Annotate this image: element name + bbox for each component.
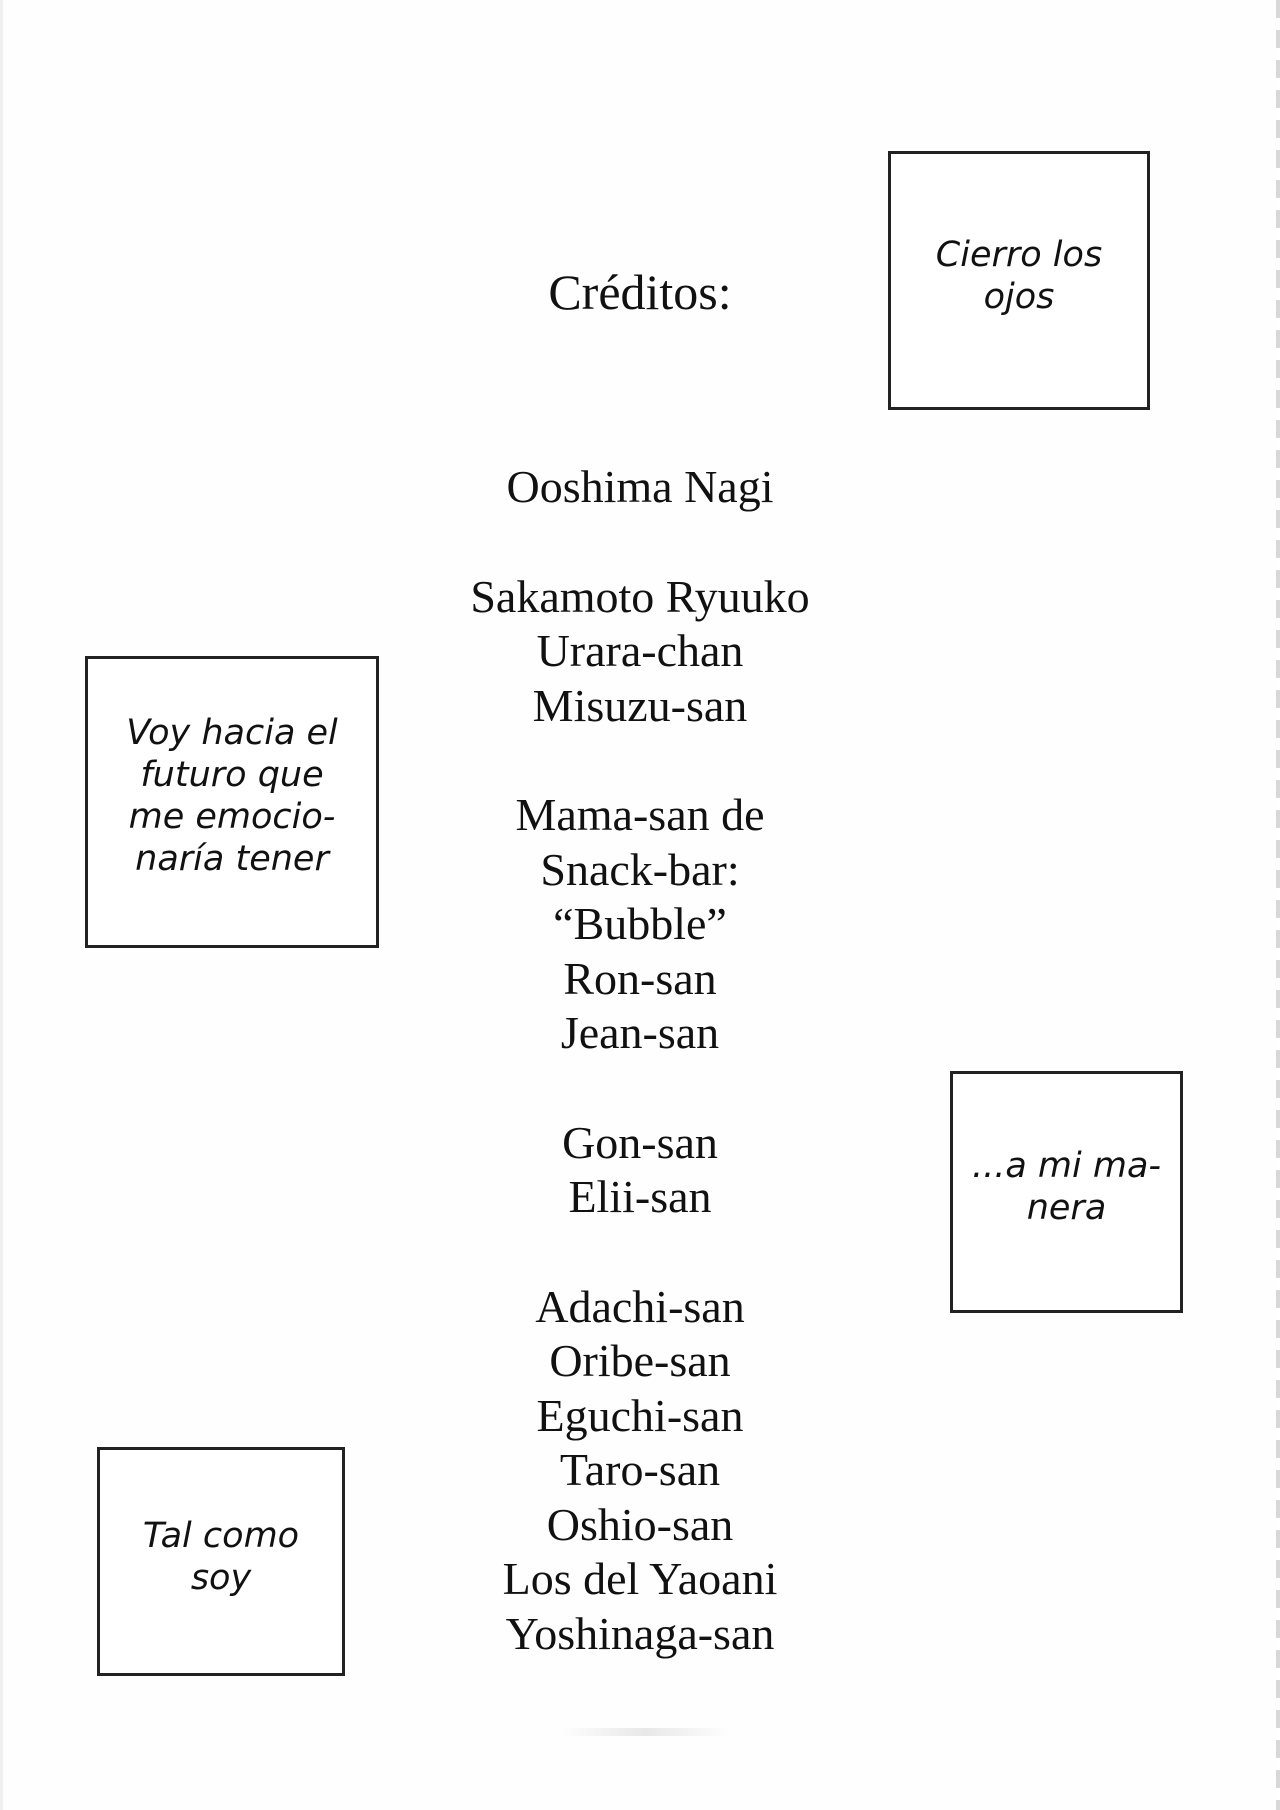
credit-group xyxy=(390,1116,890,1225)
credit-name: Oshio-san xyxy=(546,1498,734,1550)
credit-name: “Bubble” xyxy=(553,898,727,949)
caption-text: Cierro los ojos xyxy=(935,234,1103,317)
scan-smudge xyxy=(560,1728,730,1736)
credit-name: Oribe-san xyxy=(549,1335,731,1386)
credit-name: Ooshima Nagi xyxy=(506,461,774,512)
credit-name: Yoshinaga-san xyxy=(505,1607,775,1659)
credits-list xyxy=(390,460,890,1716)
scan-edge-right xyxy=(1276,0,1280,1810)
credit-group xyxy=(390,460,890,515)
caption-text: ...a mi ma-nera xyxy=(971,1146,1162,1228)
credit-name: Misuzu-san xyxy=(532,679,748,731)
caption-box xyxy=(888,151,1150,410)
credit-name: Elii-san xyxy=(568,1171,712,1222)
caption-text: Tal como soy xyxy=(142,1515,300,1598)
credit-group xyxy=(390,570,890,734)
credit-name: Ron-san xyxy=(563,952,717,1004)
credit-name: Urara-chan xyxy=(536,625,744,676)
scan-edge-left xyxy=(0,0,3,1810)
caption-box xyxy=(85,656,379,948)
credit-name: Taro-san xyxy=(559,1444,721,1495)
caption-box xyxy=(950,1071,1183,1313)
credit-name: Jean-san xyxy=(560,1007,720,1058)
credit-name: Los del Yaoani xyxy=(502,1553,778,1604)
credit-name: Gon-san xyxy=(562,1116,718,1168)
credit-name: Snack-bar: xyxy=(540,843,740,895)
credit-name: Eguchi-san xyxy=(536,1389,744,1441)
credit-name: Sakamoto Ryuuko xyxy=(470,570,810,622)
credit-group xyxy=(390,788,890,1061)
page-title: Créditos: xyxy=(548,264,732,320)
credit-name: Adachi-san xyxy=(535,1280,745,1332)
credit-group xyxy=(390,1280,890,1662)
caption-text: Voy hacia el futuro que me emocio-naría tener xyxy=(126,713,338,879)
credit-name: Mama-san de xyxy=(515,789,765,840)
caption-box xyxy=(97,1447,345,1676)
